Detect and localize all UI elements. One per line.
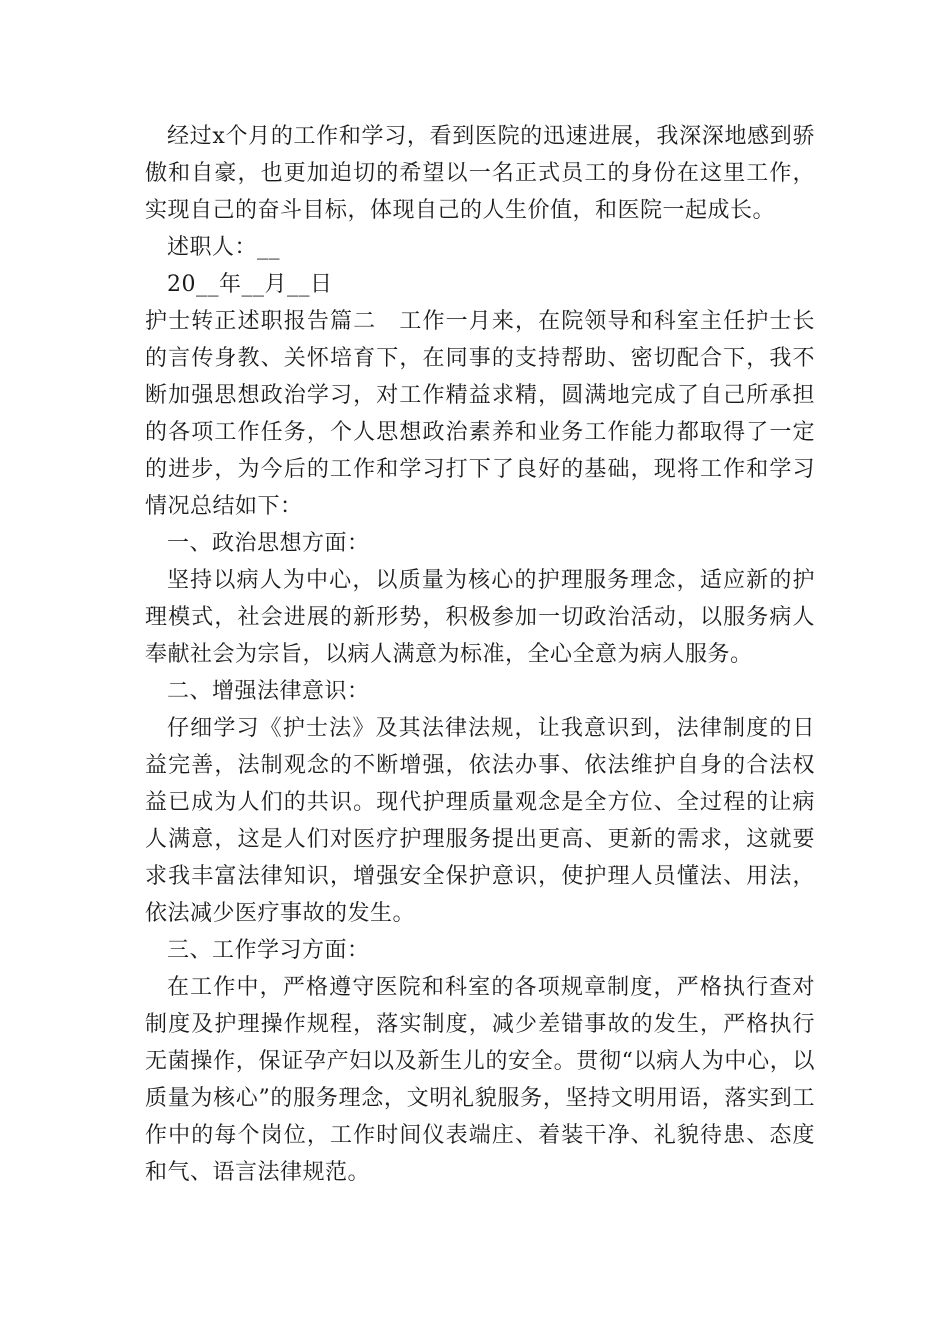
paragraph-reporter: 述职人：__: [167, 235, 281, 260]
paragraph-growth: 经过x个月的工作和学习，看到医院的迅速进展，我深深地感到骄傲和自豪，也更加迫切的希望以一名正式员工的身份在这里工作，实现自己的奋斗目标，体现自己的人生价值，和医院一起成长。: [145, 124, 815, 223]
section-heading-politics: 一、政治思想方面：: [167, 531, 370, 556]
paragraph-report-two-intro: 护士转正述职报告篇二 工作一月来，在院领导和科室主任护士长的言传身教、关怀培育下，在同事的支持帮助、密切配合下，我不断加强思想政治学习，对工作精益求精，圆满地完成了自己所承担的各项工作任务，个人思想政治素养和业务工作能力都取得了一定的进步，为今后的工作和学习打下了良好的基础，现将工作和学习情况总结如下：: [145, 309, 815, 519]
section-heading-law: 二、增强法律意识：: [167, 679, 370, 704]
paragraph-date: 20__年__月__日: [167, 272, 333, 297]
document-page: [145, 118, 815, 1191]
paragraph-politics: 坚持以病人为中心，以质量为核心的护理服务理念，适应新的护理模式，社会进展的新形势，积极参加一切政治活动，以服务病人奉献社会为宗旨，以病人满意为标准，全心全意为病人服务。: [145, 568, 815, 667]
paragraph-work-study: 在工作中，严格遵守医院和科室的各项规章制度，严格执行查对制度及护理操作规程，落实制度，减少差错事故的发生，严格执行无菌操作，保证孕产妇以及新生儿的安全。贯彻“以病人为中心，以质量为核心”的服务理念，文明礼貌服务，坚持文明用语，落实到工作中的每个岗位，工作时间仪表端庄、着装干净、礼貌待患、态度和气、语言法律规范。: [145, 975, 815, 1185]
paragraph-law: 仔细学习《护士法》及其法律法规，让我意识到，法律制度的日益完善，法制观念的不断增强，依法办事、依法维护自身的合法权益已成为人们的共识。现代护理质量观念是全方位、全过程的让病人满意，这是人们对医疗护理服务提出更高、更新的需求，这就要求我丰富法律知识，增强安全保护意识，使护理人员懂法、用法，依法减少医疗事故的发生。: [145, 716, 815, 926]
section-heading-work-study: 三、工作学习方面：: [167, 938, 370, 963]
